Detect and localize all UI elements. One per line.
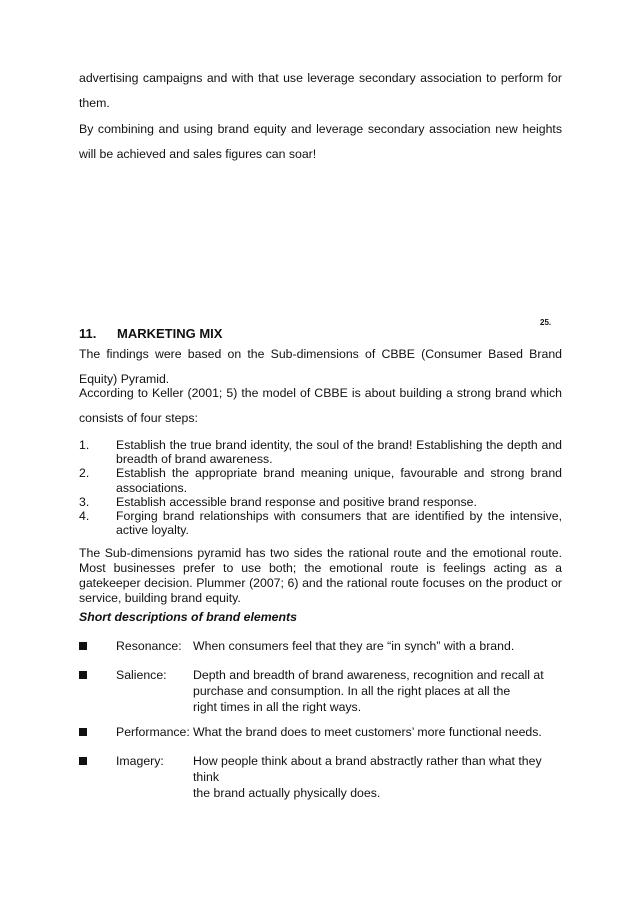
bullet-square-icon	[79, 638, 116, 655]
section-heading	[79, 326, 222, 341]
paragraph-advertising: advertising campaigns and with that use leverage secondary association to perform for them.	[79, 71, 562, 110]
list-item: 3. Establish accessible brand response and positive brand response.	[79, 494, 477, 509]
bullet-square-icon	[79, 724, 116, 741]
list-item: Salience: Depth and breadth of brand awareness, recognition and recall at purchase and consumption. In all the right places at all the right times in all the right ways.	[79, 667, 562, 715]
list-item: 4. Forging brand relationships with consumers that are identified by the intensive, active loyalty.	[79, 509, 562, 538]
paragraph-brand-equity: By combining and using brand equity and leverage secondary association new heights will be achieved and sales figures can soar!	[79, 122, 562, 161]
list-item: Performance: What the brand does to meet customers’ more functional needs.	[79, 724, 562, 741]
list-item: Imagery: How people think about a brand abstractly rather than what they think the brand actually physically does.	[79, 753, 562, 801]
steps-list	[79, 438, 562, 537]
bullet-square-icon	[79, 667, 116, 715]
paragraph-pyramid: The Sub-dimensions pyramid has two sides the rational route and the emotional route. Most businesses prefer to use both; the emotional route is feelings acting as a gatekeeper decision. Plummer (2007; 6) and the rational route focuses on the product or service, building brand equity.	[79, 546, 562, 605]
paragraph-findings: The findings were based on the Sub-dimensions of CBBE (Consumer Based Brand Equity) Pyramid.	[79, 347, 562, 386]
list-item: 2. Establish the appropriate brand meaning unique, favourable and strong brand associations.	[79, 466, 562, 495]
elements-heading: Short descriptions of brand elements	[79, 610, 297, 624]
paragraph-keller: According to Keller (2001; 5) the model of CBBE is about building a strong brand which consists of four steps:	[79, 386, 562, 425]
list-item: 1. Establish the true brand identity, the soul of the brand! Establishing the depth and breadth of brand awareness.	[79, 438, 562, 467]
section-number: 11.	[79, 326, 97, 341]
page-number: 25.	[540, 318, 552, 327]
bullet-square-icon	[79, 753, 116, 801]
section-title: MARKETING MIX	[117, 326, 223, 341]
list-item: Resonance: When consumers feel that they are “in synch” with a brand.	[79, 638, 562, 655]
